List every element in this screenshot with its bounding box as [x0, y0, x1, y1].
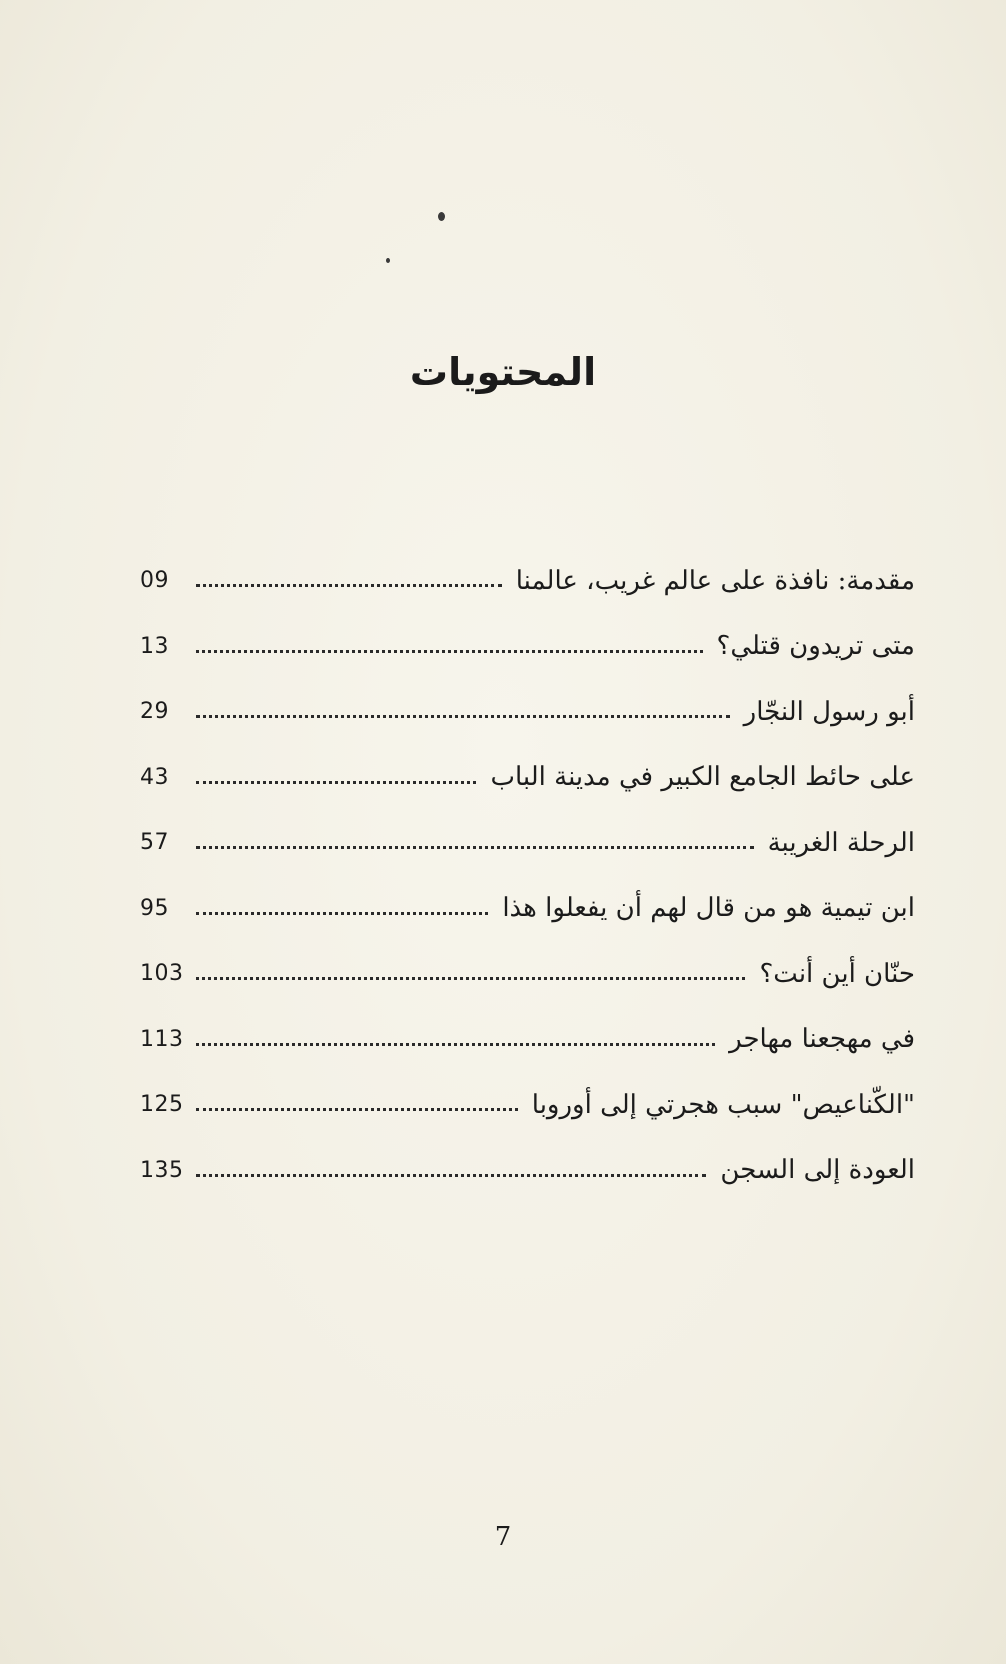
toc-entry [140, 941, 915, 1007]
page-number: 7 [494, 1522, 512, 1552]
toc-entry [140, 745, 915, 811]
toc-entry [140, 810, 915, 876]
toc-entry [140, 614, 915, 680]
toc-entry-page: 135 [140, 1157, 184, 1183]
table-of-contents [140, 548, 915, 1203]
toc-entry-page: 43 [140, 764, 169, 790]
toc-entry-page: 09 [140, 568, 169, 594]
toc-entry [140, 1138, 915, 1204]
dot-leader [196, 1043, 715, 1046]
toc-entry-page: 95 [140, 895, 169, 921]
dot-leader [196, 650, 703, 653]
toc-entry-page: 29 [140, 699, 169, 725]
toc-entry-title: أبو رسول النجّار [743, 696, 915, 727]
toc-entry [140, 548, 915, 614]
dot-leader [196, 781, 476, 784]
toc-entry [140, 876, 915, 942]
toc-entry-page: 57 [140, 830, 169, 856]
dot-leader [196, 1174, 706, 1177]
toc-entry-title: ابن تيمية هو من قال لهم أن يفعلوا هذا [502, 893, 915, 924]
dot-leader [196, 977, 745, 980]
toc-entry-title: متى تريدون قتلي؟ [716, 631, 915, 662]
toc-entry-page: 113 [140, 1026, 184, 1052]
dot-leader [196, 1108, 518, 1111]
toc-entry-title: في مهجعنا مهاجر [729, 1024, 915, 1055]
toc-entry-page: 103 [140, 961, 184, 987]
toc-entry-title: الرحلة الغريبة [767, 827, 915, 858]
dot-leader [196, 715, 730, 718]
toc-entry-page: 125 [140, 1092, 184, 1118]
toc-entry-title: العودة إلى السجن [720, 1155, 915, 1186]
ink-speck [438, 212, 445, 221]
toc-entry-title: "الكّناعيص" سبب هجرتي إلى أوروبا [531, 1089, 915, 1120]
toc-entry-title: على حائط الجامع الكبير في مدينة الباب [490, 762, 915, 793]
dot-leader [196, 846, 754, 849]
toc-entry [140, 1072, 915, 1138]
page-title: المحتويات [409, 350, 597, 395]
toc-entry-title: حنّان أين أنت؟ [759, 958, 915, 989]
ink-speck [386, 258, 390, 263]
dot-leader [196, 912, 488, 915]
toc-entry-title: مقدمة: نافذة على عالم غريب، عالمنا [515, 565, 915, 596]
toc-entry [140, 679, 915, 745]
toc-entry [140, 1007, 915, 1073]
dot-leader [196, 584, 502, 587]
toc-entry-page: 13 [140, 633, 169, 659]
